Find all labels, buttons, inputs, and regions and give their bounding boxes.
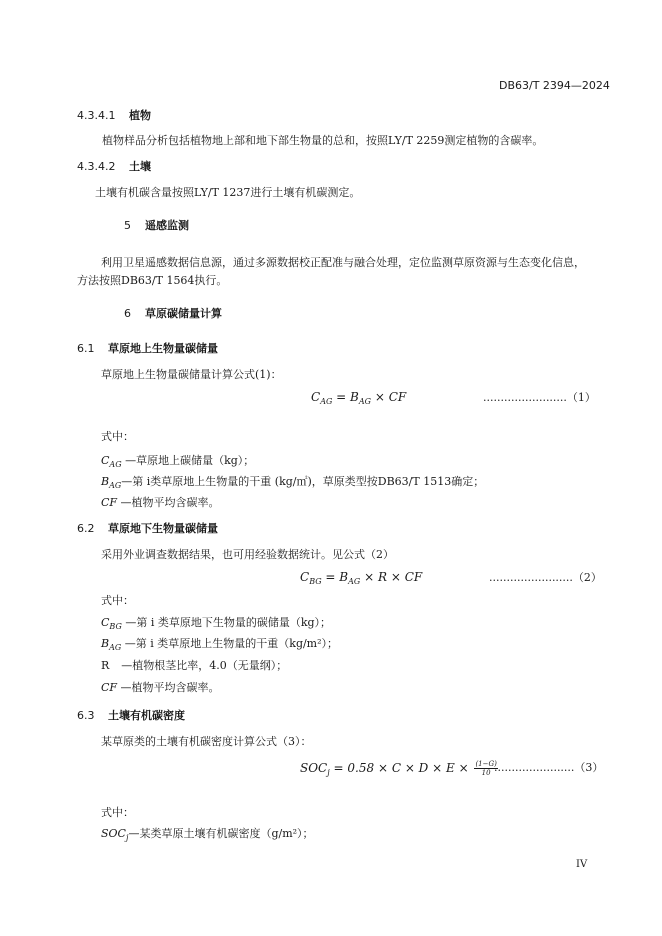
where-label: 式中： <box>101 430 134 443</box>
paragraph: 采用外业调查数据结果，也可用经验数据统计。见公式（2） <box>101 548 394 561</box>
chapter-title: 遥感监测 <box>145 219 189 232</box>
equation-number: ........................（2） <box>489 571 602 584</box>
definition: $C_{AG}$ —草原地上碳储量（kg）； <box>101 454 255 470</box>
definition: CF —植物平均含碳率。 <box>101 681 220 694</box>
section-title: 草原地上生物量碳储量 <box>108 342 218 355</box>
definition: $B_{AG}—$第 i类草原地上生物量的干重 (kg/㎡)，草原类型按DB63/T 1513确定； <box>101 475 485 491</box>
formula-1: $C_{AG} = B_{AG}$ × CF <box>311 390 407 406</box>
document-code: DB63/T 2394—2024 <box>499 79 610 92</box>
where-label: 式中： <box>101 806 134 819</box>
definition: CF —植物平均含碳率。 <box>101 496 220 509</box>
chapter-title: 草原碳储量计算 <box>145 307 222 320</box>
formula-2: $C_{BG} = B_{AG} \times R$ × CF <box>300 570 423 586</box>
section-number: 4.3.4.2 <box>77 160 116 173</box>
paragraph-line: 利用卫星遥感数据信息源，通过多源数据校正配准与融合处理，定位监测草原资源与生态变化信息， <box>101 256 585 269</box>
paragraph: 土壤有机碳含量按照LY/T 1237进行土壤有机碳测定。 <box>95 186 361 199</box>
definition: R —植物根茎比率，4.0（无量纲）； <box>101 659 288 672</box>
paragraph: 某草原类的土壤有机碳密度计算公式（3）： <box>101 735 312 748</box>
section-number: 6.3 <box>77 709 95 722</box>
section-title: 草原地下生物量碳储量 <box>108 522 218 535</box>
definition: $C_{BG}$ —第 i 类草原地下生物量的碳储量（kg）； <box>101 616 332 632</box>
section-number: 6.1 <box>77 342 95 355</box>
chapter-number: 5 <box>124 219 131 232</box>
section-title: 土壤有机碳密度 <box>108 709 185 722</box>
definition: $B_{AG}$ —第 i 类草原地上生物量的干重（kg/m²）； <box>101 637 339 653</box>
chapter-number: 6 <box>124 307 131 320</box>
paragraph-line: 方法按照DB63/T 1564执行。 <box>77 274 228 287</box>
where-label: 式中： <box>101 594 134 607</box>
equation-number: .......................（3） <box>494 761 604 774</box>
formula-3: $SOC_j = 0.58 \times C \times D \times E$ × $\frac{(1-G)}{10}$ <box>300 760 497 777</box>
page-number: IV <box>576 859 588 870</box>
section-title: 土壤 <box>129 160 151 173</box>
section-number: 4.3.4.1 <box>77 109 116 122</box>
definition: $SOC_j—$某类草原土壤有机碳密度（g/m²）； <box>101 827 314 843</box>
equation-number: ........................（1） <box>483 391 596 404</box>
paragraph: 植物样品分析包括植物地上部和地下部生物量的总和，按照LY/T 2259测定植物的含碳率。 <box>102 134 544 147</box>
section-title: 植物 <box>129 109 151 122</box>
paragraph: 草原地上生物量碳储量计算公式(1)： <box>101 368 282 381</box>
section-number: 6.2 <box>77 522 95 535</box>
